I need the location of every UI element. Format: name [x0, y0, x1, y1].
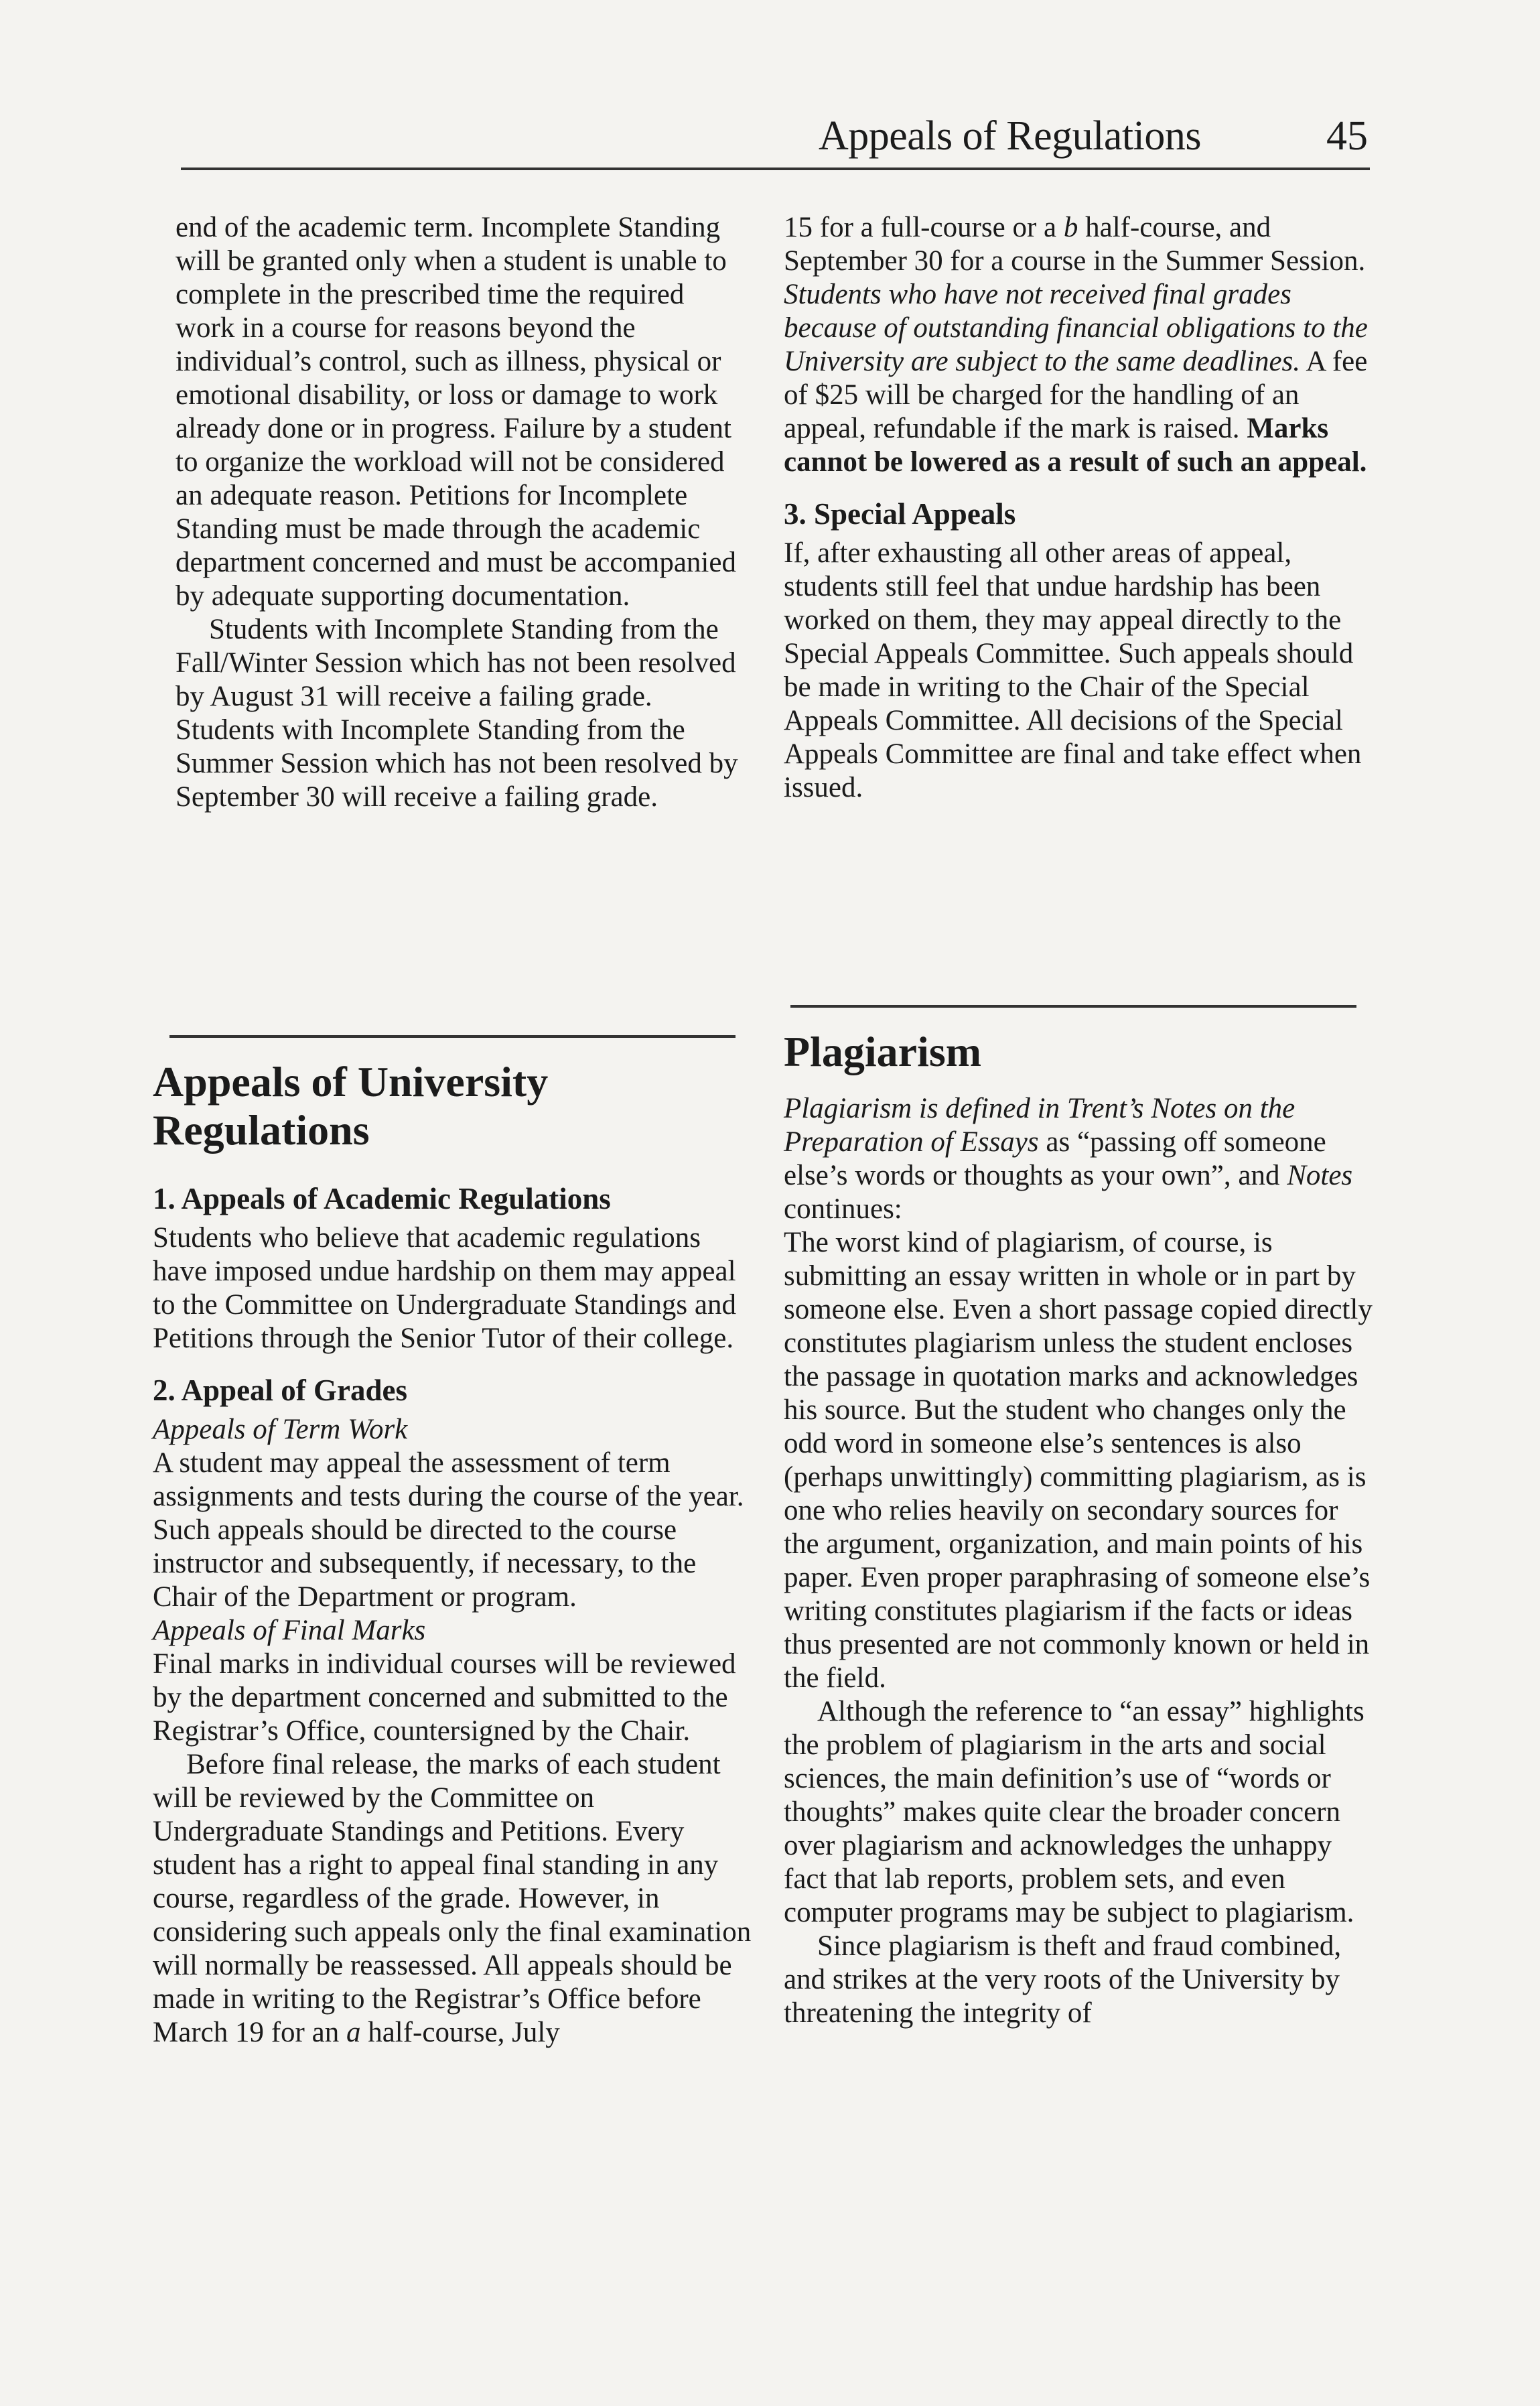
term-work-subheading: Appeals of Term Work: [153, 1414, 408, 1445]
plagiarism-section: [784, 1005, 1373, 2030]
appeal-of-grades-heading: 2. Appeal of Grades: [153, 1374, 408, 1407]
top-left-column: [176, 211, 745, 814]
deadline-fee-paragraph: 15 for a full-course or a b half-course, and September 30 for a course in the Summer Session. Students who have not received final grades because of outstanding financial obligations to the University are subject to the same deadlines. A fee of $25 will be charged for the handling of an appeal, refundable if the mark is raised. Marks cannot be lowered as a result of such an appeal.: [784, 212, 1368, 478]
incomplete-standing-paragraph: end of the academic term. Incomplete Standing will be granted only when a student is unable to complete in the prescribed time the required work in a course for reasons beyond the individual’s control, such as illness, physical or emotional disability, or loss or damage to work already done or in progress. Failure by a student to organize the workload will not be considered an adequate reason. Petitions for Incomplete Standing must be made through the academic department concerned and must be accompanied by adequate supporting documentation.: [176, 212, 736, 612]
plagiarism-quote: The worst kind of plagiarism, of course, is submitting an essay written in whole or in part by someone else. Even a short passage copied directly constitutes plagiarism unless the student encloses the passage in quotation marks and acknowledges his source. But the student who changes only the odd word in someone else’s sentences is also (perhaps unwittingly) committing plagiarism, as is one who relies heavily on secondary sources for the argument, organization, and main points of his paper. Even proper paraphrasing of someone else’s writing constitutes plagiarism if the facts or ideas thus presented are not commonly known or held in the field.: [784, 1227, 1373, 1694]
page-number: 45: [1326, 113, 1368, 159]
section-rule: [169, 1035, 736, 1038]
running-head: Appeals of Regulations: [819, 113, 1202, 159]
header-rule: [181, 168, 1370, 170]
plagiarism-intro: Plagiarism is defined in Trent’s Notes on the Preparation of Essays as “passing off someone else’s words or thoughts as your own”, and Notes continues:: [784, 1093, 1353, 1225]
special-appeals-paragraph: If, after exhausting all other areas of appeal, students still feel that undue hardship has been worked on them, they may appeal directly to the Special Appeals Committee. Such appeals should be made in writing to the Chair of the Special Appeals Committee. All decisions of the Special Appeals Committee are final and take effect when issued.: [784, 537, 1362, 803]
incomplete-deadline-paragraph: Students with Incomplete Standing from the Fall/Winter Session which has not been resolved by August 31 will receive a failing grade. Students with Incomplete Standing from the Summer Session which has not been resolved by September 30 will receive a failing grade.: [176, 614, 738, 813]
special-appeals-heading: 3. Special Appeals: [784, 497, 1016, 531]
appeals-section-title: Appeals of University Regulations: [153, 1058, 549, 1154]
top-right-column: [784, 211, 1373, 805]
term-work-paragraph: A student may appeal the assessment of term assignments and tests during the course of the year. Such appeals should be directed to the course instructor and subsequently, if necessary, to the Chair of the Department or program.: [153, 1447, 744, 1613]
plagiarism-title: Plagiarism: [784, 1028, 982, 1075]
appeals-section: [153, 1035, 756, 2050]
plagiarism-scope-paragraph: Although the reference to “an essay” highlights the problem of plagiarism in the arts and social sciences, the main definition’s use of “words or thoughts” makes quite clear the broader concern over plagiarism and acknowledges the unhappy fact that lab reports, problem sets, and even computer programs may be subject to plagiarism.: [784, 1696, 1364, 1928]
marks-not-lowered-note: Marks cannot be lowered as a result of such an appeal.: [784, 413, 1367, 478]
financial-obligations-note: Students who have not received final grades because of outstanding financial obligations to the University are subject to the same deadlines.: [784, 279, 1368, 377]
plagiarism-theft-paragraph: Since plagiarism is theft and fraud combined, and strikes at the very roots of the University by threatening the integrity of: [784, 1930, 1342, 2029]
academic-regulations-paragraph: Students who believe that academic regulations have imposed undue hardship on them may appeal to the Committee on Undergraduate Standings and Petitions through the Senior Tutor of their college.: [153, 1222, 736, 1354]
final-marks-paragraph: Final marks in individual courses will be reviewed by the department concerned and submitted to the Registrar’s Office, countersigned by the Chair.: [153, 1648, 736, 1747]
final-release-paragraph: Before final release, the marks of each student will be reviewed by the Committee on Undergraduate Standings and Petitions. Every student has a right to appeal final standing in any course, regardless of the grade. However, in considering such appeals only the final examination will normally be reassessed. All appeals should be made in writing to the Registrar’s Office before March 19 for an a half-course, July: [153, 1749, 752, 2048]
section-rule: [790, 1005, 1356, 1008]
academic-regulations-heading: 1. Appeals of Academic Regulations: [153, 1182, 611, 1215]
final-marks-subheading: Appeals of Final Marks: [153, 1615, 426, 1646]
